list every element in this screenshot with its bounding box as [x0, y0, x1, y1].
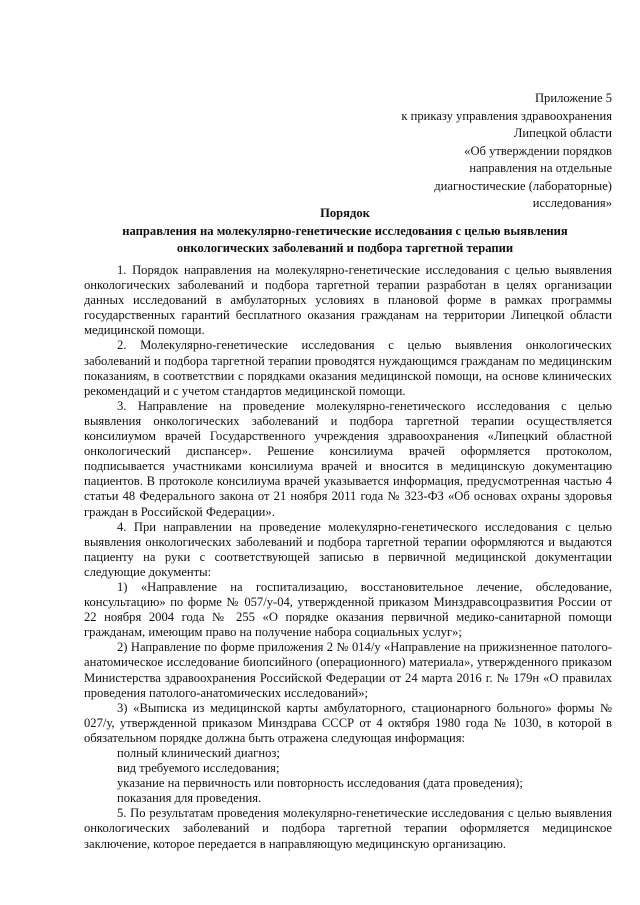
info-item-primary-repeat: указание на первичность или повторность исследования (дата проведения); — [117, 776, 523, 791]
appendix-line: Приложение 5 — [534, 91, 612, 105]
paragraph-3: 3. Направление на проведение молекулярно-генетического исследования с целью выявления онкологических заболеваний и подбора таргетной терапии осуществляется консилиумом врачей Государственного учреждения здравоохранения «Липецкий областной онкологический диспансер». Решение консилиума врачей оформляется протоколом, подписывается участниками консилиума врачей и вносится в медицинскую документацию пациентов. В протоколе консилиума врачей указывается информация, предусмотренная частью 4 статьи 48 Федерального закона от 21 ноября 2011 года № 323-ФЗ «Об основах охраны здоровья граждан в Российской Федерации». — [84, 398, 612, 519]
paragraph-5: 5. По результатам проведения молекулярно-генетические исследования с целью выявления онкологических заболеваний и подбора таргетной терапии оформляется медицинское заключение, которое передается в направляющую медицинскую организацию. — [84, 806, 612, 851]
appendix-line: направления на отдельные — [469, 161, 612, 175]
info-item-research-type: вид требуемого исследования; — [117, 761, 280, 776]
appendix-line: диагностические (лабораторные) — [434, 178, 612, 193]
appendix-line: Липецкой области — [513, 126, 612, 140]
appendix-line: «Об утверждении порядков — [464, 143, 612, 158]
info-item-indications: показания для проведения. — [117, 791, 262, 806]
paragraph-4: 4. При направлении на проведение молекулярно-генетического исследования с целью выявления онкологических заболеваний и подбора таргетной терапии оформляются и выдаются пациенту на руки с соответствующей записью в первичной медицинской документации следующие документы: — [84, 519, 612, 579]
appendix-line: исследования» — [532, 196, 612, 210]
appendix-header — [312, 90, 612, 213]
info-item-diagnosis: полный клинический диагноз; — [117, 746, 280, 760]
list-item-3: 3) «Выписка из медицинской карты амбулаторного, стационарного больного» формы № 027/у, утвержденной приказом Минздрава СССР от 4 октября 1980 года № 1030, в которой в обязательном порядке должна быть отражена следующая информация: — [84, 700, 612, 745]
title-line-1: направления на молекулярно-генетические исследования с целью выявления — [122, 223, 568, 238]
list-item-1: 1) «Направление на госпитализацию, восстановительное лечение, обследование, консультацию» по форме № 057/у-04, утвержденной приказом Минздравсоцразвития России от 22 ноября 2004 года № 255 «О порядке оказания первичной медико-санитарной помощи гражданам, имеющим право на получение набора социальных услуг»; — [84, 579, 612, 640]
document-title — [80, 205, 610, 258]
title-line-2: онкологических заболеваний и подбора таргетной терапии — [176, 241, 514, 255]
document-body — [84, 263, 612, 852]
appendix-line: к приказу управления здравоохранения — [401, 108, 612, 123]
list-item-2: 2) Направление по форме приложения 2 № 014/у «Направление на прижизненное патолого-анатомическое исследование биопсийного (операционного) материала», утвержденного приказом Министерства здравоохранения Российской Федерации от 24 марта 2016 г. № 179н «О правилах проведения патолого-анатомических исследований»; — [84, 640, 612, 700]
title-heading: Порядок — [320, 206, 370, 220]
paragraph-2: 2. Молекулярно-генетические исследования с целью выявления онкологических заболеваний и подбора таргетной терапии проводятся нуждающимся гражданам по медицинским показаниям, в соответствии с порядками оказания медицинской помощи, на основе клинических рекомендаций и с учетом стандартов медицинской помощи. — [84, 338, 612, 398]
paragraph-1: 1. Порядок направления на молекулярно-генетические исследования с целью выявления онкологических заболеваний и подбора таргетной терапии разработан в целях организации данных исследований в амбулаторных условиях в плановой форме в рамках программы государственных гарантий бесплатного оказания гражданам на территории Липецкой области медицинской помощи. — [84, 263, 612, 338]
